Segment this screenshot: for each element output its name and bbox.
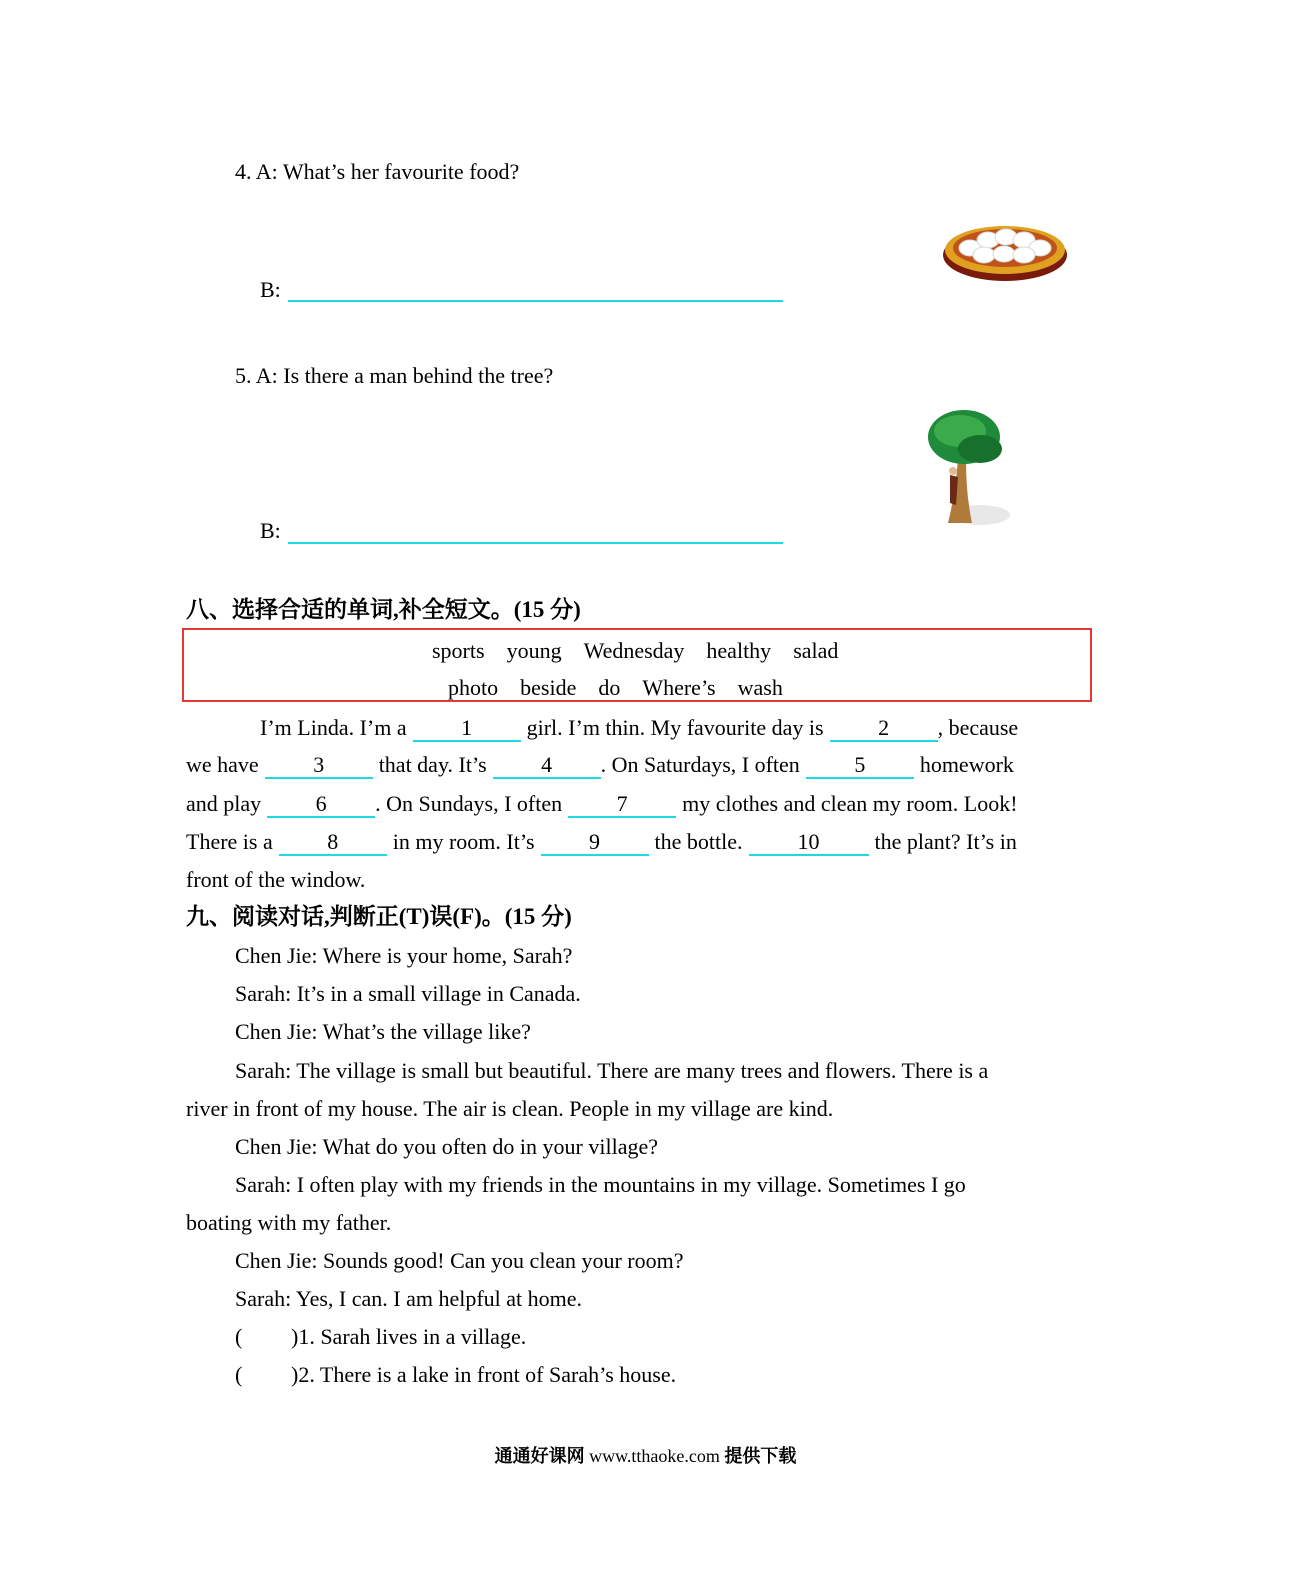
dialogue-line: Sarah: The village is small but beautiful. There are many trees and flowers. There is a — [235, 1058, 989, 1083]
page-footer — [0, 1442, 1291, 1468]
passage-text: we have — [186, 752, 259, 777]
tf-item-1 — [235, 1324, 526, 1350]
word-bank-item: young — [506, 638, 562, 663]
word-bank-row-2 — [448, 675, 783, 701]
passage-text: the bottle. — [654, 829, 743, 854]
blank-8[interactable]: 8 — [279, 830, 387, 856]
dialogue-line: Sarah: It’s in a small village in Canada. — [235, 981, 581, 1006]
word-bank-item: healthy — [706, 638, 772, 663]
tf-statement: )2. There is a lake in front of Sarah’s house. — [291, 1362, 677, 1387]
q5-answer-blank[interactable] — [288, 542, 783, 544]
passage-line-3 — [186, 791, 1018, 818]
word-bank-item: Where’s — [642, 675, 716, 700]
tf-item-2 — [235, 1362, 676, 1388]
word-bank-row-1 — [432, 638, 838, 664]
q5-question: 5. A: Is there a man behind the tree? — [235, 363, 554, 388]
footer-site-name: 通通好课网 — [494, 1446, 585, 1466]
dumplings-plate-icon — [940, 210, 1070, 285]
q4-question: 4. A: What’s her favourite food? — [235, 159, 520, 184]
passage-text: that day. It’s — [378, 752, 487, 777]
passage-text: homework — [919, 752, 1014, 777]
passage-line-4 — [186, 829, 1017, 856]
blank-4[interactable]: 4 — [493, 753, 601, 779]
blank-1[interactable]: 1 — [413, 716, 521, 742]
section9-heading: 九、阅读对话,判断正(T)误(F)。(15 分) — [186, 904, 572, 929]
blank-7[interactable]: 7 — [568, 792, 676, 818]
dialogue-line: river in front of my house. The air is clean. People in my village are kind. — [186, 1096, 834, 1121]
passage-text: and play — [186, 791, 262, 816]
word-bank-item: sports — [432, 638, 485, 663]
tf-answer-paren[interactable]: ( — [235, 1362, 243, 1387]
word-bank-item: wash — [737, 675, 783, 700]
dialogue-line: Chen Jie: Where is your home, Sarah? — [235, 943, 573, 968]
q5-answer-label: B: — [260, 518, 281, 543]
passage-text: I’m Linda. I’m a — [260, 715, 407, 740]
word-bank-item: beside — [520, 675, 577, 700]
blank-2[interactable]: 2 — [830, 716, 938, 742]
dialogue-line: Chen Jie: What’s the village like? — [235, 1019, 531, 1044]
blank-10[interactable]: 10 — [749, 830, 869, 856]
footer-download-text: 提供下载 — [724, 1446, 797, 1466]
section8-heading: 八、选择合适的单词,补全短文。(15 分) — [186, 597, 581, 622]
blank-9[interactable]: 9 — [541, 830, 649, 856]
passage-text: . On Saturdays, I often — [600, 752, 800, 777]
dialogue-line: Chen Jie: Sounds good! Can you clean your room? — [235, 1248, 684, 1273]
passage-text: girl. I’m thin. My favourite day is — [526, 715, 824, 740]
passage-text: my clothes and clean my room. Look! — [682, 791, 1018, 816]
passage-line-2 — [186, 752, 1014, 779]
word-bank-item: do — [598, 675, 621, 700]
footer-url[interactable]: www.tthaoke.com — [589, 1446, 720, 1466]
passage-text: . On Sundays, I often — [375, 791, 563, 816]
q4-answer-label: B: — [260, 277, 281, 302]
passage-line-1 — [260, 715, 1018, 742]
q4-answer-blank[interactable] — [288, 300, 783, 302]
blank-3[interactable]: 3 — [265, 753, 373, 779]
word-bank-item: Wednesday — [583, 638, 685, 663]
word-bank-item: salad — [793, 638, 839, 663]
dialogue-line: Chen Jie: What do you often do in your village? — [235, 1134, 659, 1159]
blank-6[interactable]: 6 — [267, 792, 375, 818]
passage-text: in my room. It’s — [392, 829, 535, 854]
tree-with-man-icon — [920, 405, 1012, 530]
passage-text: the plant? It’s in — [874, 829, 1017, 854]
passage-text: , because — [937, 715, 1019, 740]
passage-text: There is a — [186, 829, 273, 854]
dialogue-line: boating with my father. — [186, 1210, 392, 1235]
blank-5[interactable]: 5 — [806, 753, 914, 779]
tf-statement: )1. Sarah lives in a village. — [291, 1324, 527, 1349]
dialogue-line: Sarah: Yes, I can. I am helpful at home. — [235, 1286, 583, 1311]
dialogue-line: Sarah: I often play with my friends in the mountains in my village. Sometimes I go — [235, 1172, 966, 1197]
passage-line-5: front of the window. — [186, 867, 366, 892]
word-bank-item: photo — [448, 675, 499, 700]
tf-answer-paren[interactable]: ( — [235, 1324, 243, 1349]
